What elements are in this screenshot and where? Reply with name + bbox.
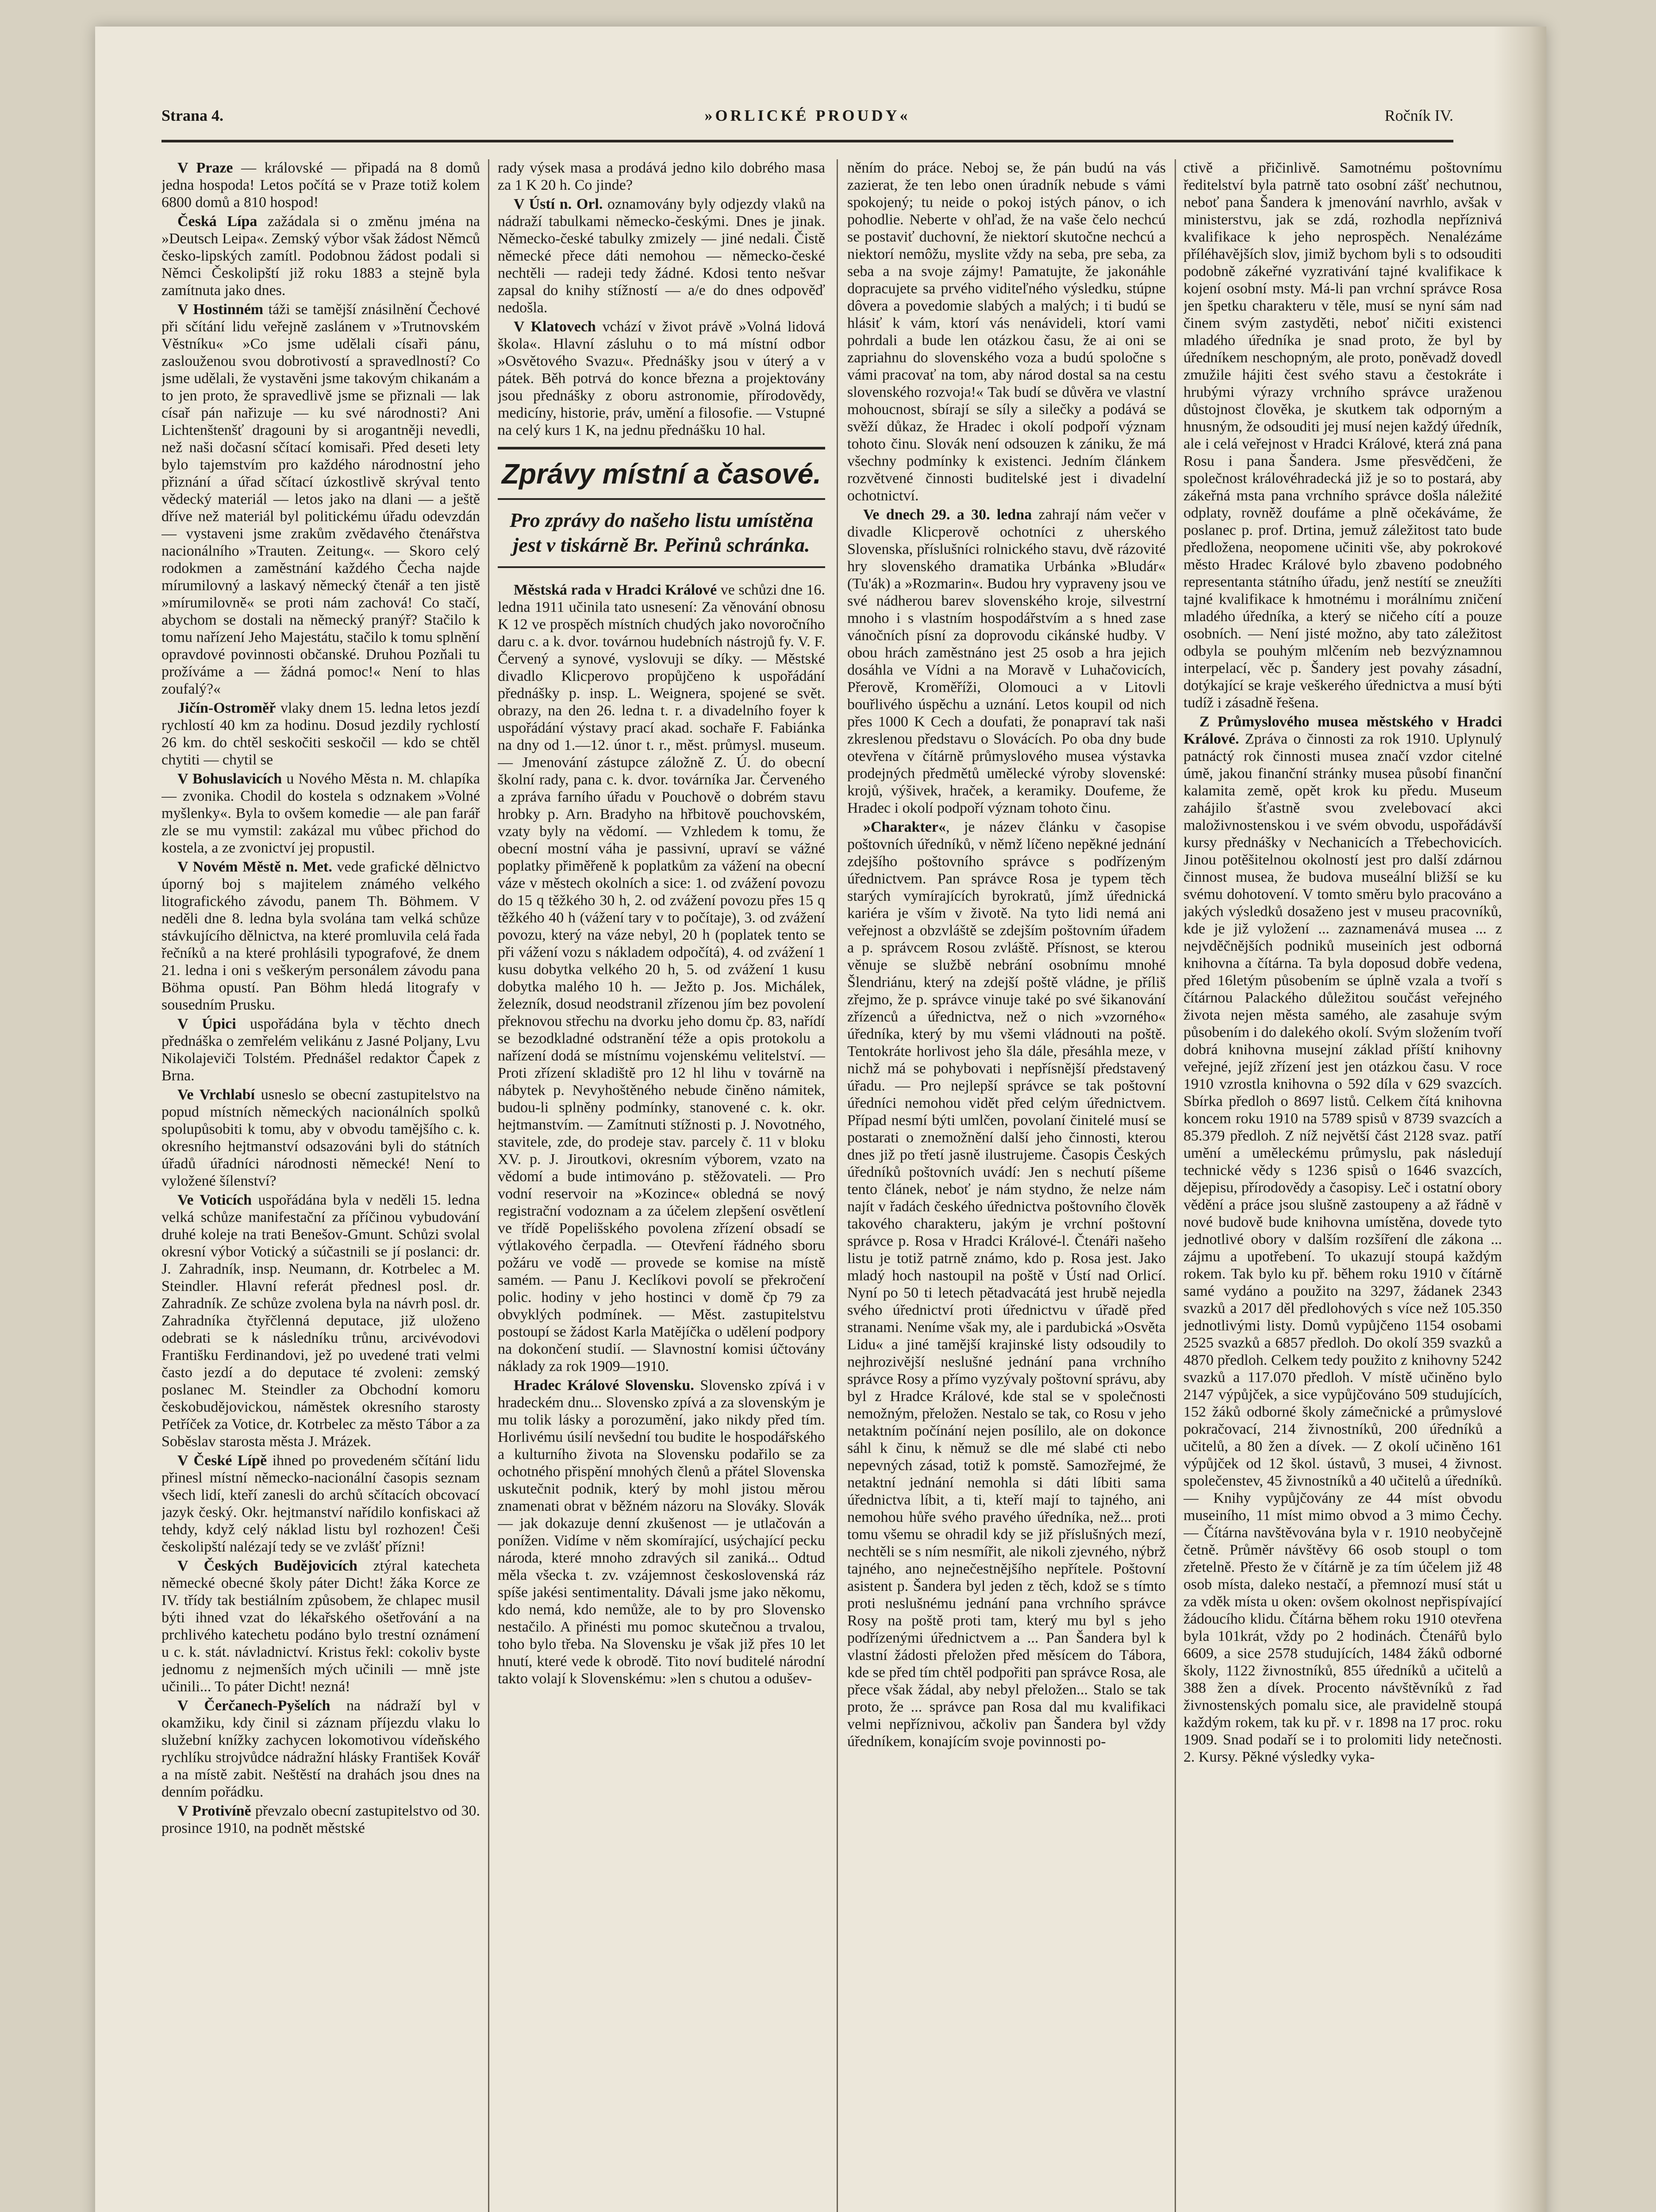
news-item bbox=[161, 1015, 480, 1084]
newspaper-page bbox=[95, 27, 1546, 2212]
news-item-text: ztýral katecheta německé obecné školy páter Dicht! žáka Korce ze IV. třídy tak bestiálním způsobem, že chlapec musil býti ihned vzat do lékařského ošetřování a na prchlivého katechetu podáno bylo trestní oznámení u c. k. stát. návladnictví. Kristus řekl: cokoliv byste jednomu z nejmenších mých učinili — mně jste učinili... To páter Dicht! nezná! bbox=[161, 1558, 480, 1695]
article-column-2 bbox=[498, 159, 825, 2212]
news-item-text: zahrají nám večer v divadle Klicperově ochotníci z uherského Slovenska, příslušníci rolnického stavu, dvě rázovité hry slovenského dramatika Urbánka »Bludár« (Tu'ák) a »Rozmarin«. Budou hry vypraveny jsou ve své nádherou barev slovenského kroje, silvestrní mnoho i s vlastním hospodářstvím a s hned zase vánočních písní za doprovodu cikánské hudby. V obou hrách zaměstnáno jest 25 osob a hra jejich dosáhla ve Vídni a na Moravě v Luhačovicích, Přerově, Kroměříži, Olomouci a v Litovli bouřlivého úspěchu a uznání. Letos koupil od nich přes 1000 K Cech a doufati, že ponapraví tak naši zkreslenou představu o Slovácích. Po oba dny bude otevřena v čítárně průmyslového musea výstavka prodejných předmětů umělecké výroby slovenské: krojů, výšivek, hraček, a keramiky. Doufeme, že Hradec i okolí podpoří význam tohoto činu. bbox=[847, 507, 1166, 816]
news-item bbox=[161, 1697, 480, 1801]
news-item-lead: Z Průmyslového musea městského v Hradci Králové. bbox=[1183, 714, 1502, 747]
editorial-notice: Pro zprávy do našeho listu umístěna jest v tiskárně Br. Peřinů schránka. bbox=[498, 508, 825, 568]
news-item-lead: V Protivíně bbox=[177, 1803, 251, 1819]
news-item-lead: »Charakter« bbox=[863, 819, 946, 835]
news-item bbox=[161, 1802, 480, 1837]
news-item-text: usneslo se obecní zastupitelstvo na popud místních německých nacionálních spolků spolupůsobiti k tomu, aby v obvodu tamějšího c. k. okresního hejtmanství odsazováni byli do státních úřadů úřadníci národnosti německé! Není to vyložené šílenství? bbox=[161, 1087, 480, 1189]
news-item bbox=[847, 818, 1166, 1750]
news-item-lead: Ve dnech 29. a 30. ledna bbox=[863, 507, 1032, 523]
news-item bbox=[161, 1191, 480, 1450]
news-item bbox=[161, 159, 480, 211]
news-item-lead: V Bohuslavicích bbox=[177, 771, 282, 787]
news-item-text: vede grafické dělnictvo úporný boj s majitelem známého velkého litografického závodu, panem Th. Böhmem. V neděli dne 8. ledna byla svolána tam velká schůze stávkujícího dělnictva, na které promluvila celá řada řečníků a na které prohlásili typografové, že dnem 21. ledna i oni s veškerým personálem závodu pana Böhma opustí. Pan Böhm hledá litografy v sousedním Prusku. bbox=[161, 859, 480, 1013]
news-item-lead: V Hostinném bbox=[177, 301, 264, 318]
article-column-3 bbox=[847, 159, 1166, 2212]
news-item bbox=[161, 1557, 480, 1695]
news-item-text: ihned po provedeném sčítání lidu přinesl místní německo-nacionální časopis seznam všech lidí, kteří zanesli do archů sčítacích obcovací jazyk český. Okr. hejtmanství nařídilo konfiskaci až tehdy, když celý náklad listu byl rozhozen! Češi českolipští nalézají tedy se ve zvlášť přízni! bbox=[161, 1452, 480, 1555]
news-item-lead: V Novém Městě n. Met. bbox=[177, 859, 332, 875]
news-item-text: uspořádána byla v těchto dnech přednáška o zemřelém velikánu z Jasné Poljany, Lvu Nikolajeviči Tolstém. Přednášel redaktor Čapek z Brna. bbox=[161, 1016, 480, 1084]
news-item-text: Zpráva o činnosti za rok 1910. Uplynulý patnáctý rok činnosti musea značí vzdor citelné úmě, jakou finanční stránky musea působí finanční kalamita země, opět krok ku předu. Museum zahájilo šťastně svou zvelebovací akci maloživnostenskou i ve svém obvodu, uspořádávší kursy přednášky v Nechanicích a Třebechovicích. Jinou potěšitelnou okolností jest pro další zdárnou činnost musea, že budova museální bližší se ku svému dohotovení. V tomto směru bylo pracováno a jakých výsledků dosaženo jest v museu pracovníků, kde je již vyložení ... zaznamenává musea ... z nejvděčnějších podniků museiních jest odborná knihovna a čítárna. Ta byla doposud dobře vedena, před 16letým působením se úplně vzala a tvoří s čítárnou Palackého důležitou součást veřejného života nejen města samého, ale zasahuje svým působením i do dalekého okolí. Svým složením tvoří dobrá knihovna musejní základ příští knihovny veřejné, jejíž zřízení jest jen otázkou času. V roce 1910 vzrostla knihovna o 592 díla v 629 svazcích. Sbírka předloh o 8697 listů. Celkem čítá knihovna koncem roku 1910 na 5789 spisů v 8739 svazcích a 85.379 předloh. Z níž největší část 2128 svaz. patří umění a uměleckému průmyslu, pak následují technické vědy s 1236 spisů o 1646 svazcích, dějepisu, přírodovědy a časopisy. Leč i ostatní obory vědění a práce jsou slušně zastoupeny a až řádně v nové budově bude knihovna umístěna, dovede tyto jednotlivé obory v dalším rozšíření dle zákona ... zájmu a upotřebení. To ukazují stoupá každým rokem. Tak bylo ku př. během roku 1910 v čítárně samé vydáno a použito na 3297, žádanek 2343 svazků a 2017 děl předlohových s více než 105.350 jednotlivými listy. Domů vypůjčeno 1154 osobami 2525 svazků a 6857 předloh. Do okolí 359 svazků a 4870 předloh. Celkem tedy použito z knihovny 5242 svazků a 117.070 předloh. V místě učiněno bylo 2147 výpůjček, a sice vypůjčováno 509 studujících, 152 žáků odborné školy zámečnické a průmyslové pokračovací, 214 živnostníků, 200 úředníků a učitelů, a 80 žen a dívek. — Z okolí učiněno 161 výpůjček od 12 škol. ústavů, 3 musei, 4 živnost. společenstev, 45 živnostníků a 40 učitelů a úředníků. — Knihy vypůjčovány ze 44 míst obvodu museiního, 11 míst mimo obvod a 3 mimo Čechy. — Čítárna navštěvována byla v r. 1910 neobyčejně četně. Průměr návštěvy 66 osob stoupl o tom zřetelně. Přesto že v čítárně je za tím účelem již 48 osob místa, daleko nestačí, a přemnozí musí stát u za vděk místa u oken: ovšem okolnost nepřispívající žádoucího klidu. Čítárna během roku 1910 otevřena byla 101krát, vždy po 2 hodinách. Čtenářů bylo 6609, a sice 2578 studujících, 1484 žáků odborné školy, 1122 živnostníků, 855 úředníků a učitelů a 388 žen a dívek. Procento návštěvníků z řad živnostenských pomalu sice, ale pravidelně stoupá každým rokem, tak ku př. v r. 1898 na 17 proc. roku 1909. Snad podaří se i to prolomiti lidy netečnosti. 2. Kursy. Pěkné výsledky vyka- bbox=[1183, 731, 1502, 1765]
news-item-lead: Městská rada v Hradci Králové bbox=[514, 582, 717, 598]
article-column-1 bbox=[161, 159, 480, 2212]
news-item bbox=[847, 506, 1166, 817]
news-item bbox=[161, 1452, 480, 1555]
news-item-text: ve schůzi dne 16. ledna 1911 učinila tato usnesení: Za věnování obnosu K 12 ve prospěch místních chudých jako novoročního daru c. a k. dvor. továrnou hudebních nástrojů fy. V. F. Červený a synové, vyslovuji se díky. — Městské divadlo Klicperovo propůjčeno k uspořádání přednášky p. insp. L. Weignera, spojené se svět. obrazy, na den 26. ledna t. r. a divadelního foyer k uspořádání výstavy prací akad. sochaře F. Fabiánka na dny od 1.—12. únor t. r., měst. průmysl. museum. — Jmenování zástupce záložně Z. Ú. do obecní školní rady, pana c. k. dvor. továrníka Jar. Červeného a zpráva farního úřadu v Pouchově o dobrém stavu hrobky p. Arn. Bradyho na hřbitově pouchovském, vzaty byly na vědomí. — Vzhledem k tomu, že obecní mostní váha je passivní, upraví se vážné poplatky přiměřeně k poplatkům za vážení na obecní váze v městech okolních a sice: 1. od zvážení povozu do 15 q těžkého 30 h, 2. od zvážení povozu přes 15 q těžkého 40 h (vážení tary v to počítaje), 3. od zvážení povozu, který na váze nebyl, 20 h (poplatek tento se při vážení vozu s nákladem odpočítá), 4. od zvážení 1 kusu dobytka velkého 20 h, 5. od zvážení 1 kusu dobytka malého 10 h. — Ježto p. Jos. Michálek, železník, dosud neodstranil zřízenou jím bez povolení překnovou střechu na dvorku jeho domu čp. 83, nařídí se bezodkladné odstranění téže a opis protokolu a nařízení dodá se místnímu vojenskému velitelství. — Proti zřízení skladiště pro 12 hl lihu v továrně na nábytek p. Nevyhoštěného nebude činěno námitek, budou-li splněny podmínky, stanovené c. k. okr. hejtmanstvím. — Zamítnuti stížnosti p. J. Novotného, stavitele, zde, do prodeje stav. parcely č. 11 v bloku XV. p. J. Jiroutkovi, okresním výborem, vzato na vědomí a bude intimováno p. stěžovateli. — Pro vodní reservoir na »Kozince« obledná se nový registrační vodoznam a za účelem zlepšení osvětlení ve třídě Popelišského povolena zřízení obsadí se výtlakového čerpadla. — Otevření řádného sboru požáru ve vodě — provede se komise na místě samém. — Panu J. Keclíkovi povolí se překročení polic. hodiny v jeho hostinci v domě čp 79 za obvyklých podmínek. — Měst. zastupitelstvu postoupí se žádost Karla Matějíčka o udělení podpory na dokončení studií. — Slavnostní komisi účtovány náklady za rok 1909—1910. bbox=[498, 582, 825, 1375]
news-item-lead: V Úpici bbox=[177, 1016, 236, 1032]
news-item bbox=[498, 196, 825, 316]
news-item-text: , je název článku v časopise poštovních úředníků, v němž líčeno nepěkné jednání zdejšího poštovního správce s podřízeným úřednictvem. Pan správce Rosa je typem těch starých vymírajících byrokratů, jímž úřednická kariéra je vším v životě. Na tyto lidi nemá ani veřejnost a obzvláště se zdejším poštovním úřadem a p. správcem Rosou zvláště. Přísnost, se kterou věnuje se službě nebrání osobnímu mnohé Šlendriánu, který na zdejší poště vládne, je příliš zřejmo, že p. správce vinuje také po své šikanování zřízenců a úřednictva, než o nich »vzorného« úředníka, který by mu všemi vládnouti na poště. Tentokráte horlivost jeho šla dále, přesáhla meze, v nichž má se pohybovati i nepřísnější představený úřadu. — Pro nejlepší správce se tak poštovní úředníci nemohou vidět před celým úřednictvem. Případ nesmí býti umlčen, povolaní činitelé musí se postarati o znemožnění další jeho činnosti, kterou dnes již po třetí jasně ilustrujeme. Časopis Českých úředníků poštovních uvádí: Jen s nechutí píšeme tento článek, neboť je nám stydno, že nelze nám najít v řadách českého úřednictva poštovního člověk takového charakteru, jakým je vrchní poštovní správce p. Rosa v Hradci Králové-l. Čtenáři našeho listu je totiž patrně známo, kdo p. Rosa jest. Jako mladý hoch nastoupil na poště v Ústí nad Orlicí. Nyní po 50 ti letech pětadvacátá jest hrubě nejedla svého úřednictví proti úřednictvu v úřadě před stranami. Neníme však my, ale i pardubická »Osvěta Lidu« a jiné tamější krajinské listy odsoudily to nejhrozivější neslušné jednání pana vrchního správce Rosy a přímo vyzývaly poštovní správu, aby byl z Hradce Králové, kde stal se v společnosti nemožným, přeložen. Nestalo se tak, co Rosu v jeho netaktním počínání nejen posílilo, ale on dokonce sáhl k činu, k němuž se dle mé slabé cti nebo nepevných zásad, totiž k pomstě. Samozřejmé, že netaktní jednání nemohla si dáti líbiti sama úřednictva líbit, a ti, kteří mají to tajného, ani nemohou hůře svého pravého úředníka, než... proti tomu všemu se ohradil kdy se již příslušných mezí, nechtěli se s ním nesmířit, ale nikoli zjevného, nýbrž tajného, ano nejnečestnějšího nepřítele. Poštovní asistent p. Šandera byl jeden z těch, kdož se s tímto proti neslušnému jednání pana vrchního správce Rosy na poště proti tam, který mu byl s jeho podřízenými úřednictvem a ... Pan Šandera byl k vlastní žádosti přeložen před měsícem do Tábora, kde se před tím chtěl podpořiti pan správce Rosa, ale přece však žádal, aby nebyl přeložen... Stalo se tak proto, že ... správce pan Rosa dal mu kvalifikaci velmi nepříznivou, ačkoliv pan Šandera byl vždy úředníkem, konajícím svoje povinnosti po- bbox=[847, 819, 1166, 1750]
news-item-lead: V České Lípě bbox=[177, 1452, 267, 1469]
section-title: Zprávy místní a časové. bbox=[498, 447, 825, 500]
news-item-text: oznamovány byly odjezdy vlaků na nádraží tabulkami německo-českými. Dnes je jinak. Německo-české tabulky zmizely — jiné nedali. Čistě německé přece dáti nemohou — německo-české nechtěli — radeji tedy žádné. Kdosi tento nešvar zapsal do knihy stížností — a/e do dnes odpověď nedošla. bbox=[498, 196, 825, 316]
news-item bbox=[1183, 159, 1502, 711]
news-item-text: u Nového Města n. M. chlapíka — zvonika. Chodil do kostela s odznakem »Volné myšlenky«. Byla to ovšem komedie — ale pan farář zle se mu vymstil: zakázal mu vůbec přichod do kostela, a ze zvonictví jej propustil. bbox=[161, 771, 480, 856]
news-item-text: převzalo obecní zastupitelstvo od 30. prosince 1910, na podnět městské bbox=[161, 1803, 480, 1836]
news-item bbox=[161, 858, 480, 1014]
column-divider bbox=[488, 159, 489, 2212]
news-item-text: Slovensko zpívá i v hradeckém dnu... Slovensko zpívá a za slovenským je mu tolik lásky a porozumění, jako nikdy před tím. Horlivému úsilí nevšední tou budite le hospodářského a kulturního života na Slovensku podařilo se za ochotného přispění mnohých členů a přátel Slovenska uskutečnit podnik, který by mohl jistou měrou znamenati obrat v běžném názoru na Slováky. Slovák — jak dokazuje denní zkušenost — je utlačován a ponížen. Vidíme v něm skomírající, usýchající pecku národa, které mnoho zdravých sil zaniká... Odtud měla všecka t. zv. vzájemnost československá ráz spíše jakési sentimentality. Dávali jsme jako někomu, kdo nemá, kdo nemůže, ale to by pro Slovensko nestačilo. A přinésti mu pomoc skutečnou a trvalou, toho bylo třeba. Na Slovensku je však již přes 10 let hnutí, které vede k obrodě. Tito noví buditelé národní takto volají k Slovenskému: »len s chutou a odušev- bbox=[498, 1377, 825, 1687]
news-item-text: uspořádána byla v neděli 15. ledna velká schůze manifestační za příčinou vybudování druhé koleje na trati Benešov-Gmunt. Schůzi svolal okresní výbor Votický a súčastnili se jí poslanci: dr. J. Zahradník, insp. Neumann, dr. Kotrbelec a M. Steindler. Hlavní referát přednesl posl. dr. Zahradník. Ze schůze zvolena byla na návrh posl. dr. Zahradníka čtyřčlenná deputace, již uloženo odebrati se k následníku trůnu, arcivévodovi Františku Ferdinandovi, jež po uvedené trati velmi často jezdí a do deputace té zvoleni: zemský poslanec M. Steindler za Obchodní komoru českobudějovickou, náměstek okresního starosty Petříček za Votice, dr. Kotrbelec za město Tábor a za Soběslav starosta města J. Mrázek. bbox=[161, 1192, 480, 1450]
news-item-text: ctivě a přičinlivě. Samotnému poštovnímu ředitelství byla patrně tato osobní zášť nechutnou, neboť pana Šandera k jmenování navrhlo, avšak v ministerstvu, jak se zdá, rozhodla nepříznivá kvalifikace k jeho neprospěch. Nenalézáme příléhavějších slov, jimiž bychom byli s to odsouditi podobně zákeřné vyzrativání tajné kvalifikace k kojení osobní msty. Má-li pan vrchní správce Rosa jen špetku charakteru v těle, musí se nyní sám nad činem svým zastyděti, neboť ničiti existenci mladého úředníka je snad proto, že byl by úředníkem neschopným, ale proto, poněvadž dovedl zmužile hájiti čest svého stavu a čestokráte i hrubými výrazy vrchního správce uraženou důstojnost člověka, je skutkem tak odporným a hnusným, že odsouditi jej musí nejen každý úředník, ale i celá veřejnost v Hradci Králové, která zná pana Rosu i pana Šandera. Jsme přesvědčeni, že společnost královéhradecká již je so to postará, aby zákeřná msta pana vrchního správce došla náležité odplaty, rovněž doufáme a plně očekáváme, že poslanec p. prof. Drtina, jemuž záležitost tato bude předložena, neopomene učiniti vše, aby pokrokové město Hradec Králové bylo zbaveno podobného representanta státního úřadu, jenž nestítí se zneužíti tajné kvalifikace k hmotnému i morálnímu zničení mladého úředníka, a který se ničeho cítí a pouze osobních. — Není jisté možno, aby tato záležitost odbyla se pouhým mlčením neb bezvýznamnou interpelací, věc p. Šandery jest povahy zásadní, dotýkající se kraje veškerého úřednictva a musí býti tudíž i zásadně řešena. bbox=[1183, 160, 1502, 711]
news-item bbox=[161, 699, 480, 768]
page-number: Strana 4. bbox=[161, 107, 224, 124]
news-item bbox=[847, 159, 1166, 504]
news-item-lead: V Čerčanech-Pyšelích bbox=[177, 1697, 330, 1714]
news-item-lead: Česká Lípa bbox=[177, 213, 257, 230]
column-divider bbox=[837, 159, 838, 2212]
news-item-lead: V Ústí n. Orl. bbox=[514, 196, 603, 212]
news-item bbox=[161, 213, 480, 299]
news-item-text: vchází v život právě »Volná lidová škola«. Hlavní zásluhu o to má místní odbor »Osvětového Svazu«. Přednášky jsou v úterý a v pátek. Běh potrvá do konce března a projektovány jsou přednášky z oboru astronomie, přírodovědy, medicíny, historie, práv, umění a filosofie. — Vstupné na celý kurs 1 K, na jednu přednášku 10 hal. bbox=[498, 319, 825, 438]
news-item-text: zažádala si o změnu jména na »Deutsch Leipa«. Zemský výbor však žádost Němců česko-lipských zamítl. Podobnou žádost podali si Němci Českolipští již roku 1883 a stejně byla zamítnuta jako dnes. bbox=[161, 213, 480, 299]
news-item bbox=[498, 318, 825, 439]
news-item-text: něním do práce. Neboj se, že pán budú na vás zazierat, že ten lebo onen úradník nebude s vámi spokojený; tu neide o pokoj istých pánov, o ich pohodlie. Neberte v ohľad, že na vaše čelo nechcú se postaviť duchovní, že niektorí skutočne nechcú a niektorí nemôžu, myslite vždy na seba, pre seba, za seba a na svoje zájmy! Pamatujte, že jakonáhle dopracujete sa prvého viditeľného výsledku, stúpne dôvera a povedomie slabých a malých; i ti budú se hlásiť k vám, ktorí vás nenávideli, ktorí vami pohrdali a bude len otázkou času, že ai oni se zapriahnu do slovenského voza a budú spoločne s vámi pracovať na tom, aby národ dostal sa na cestu slovenského rozvoja!« Tak budí se důvěra ve vlastní mohoucnost, sbírají se síly a silečky a podává se svěží důkaz, že Hradec i okolí podpoří význam tohoto činu. Slovák není odsouzen k zániku, že má všechny podmínky k existenci. Jedním článkem rozvětvené činnosti buditelské jest i divadelní ochotnictví. bbox=[847, 160, 1166, 504]
news-item-lead: Ve Vrchlabí bbox=[177, 1087, 255, 1103]
news-item-lead: Ve Voticích bbox=[177, 1192, 252, 1208]
newspaper-title: »ORLICKÉ PROUDY« bbox=[704, 107, 911, 124]
news-item-lead: Jičín-Ostroměř bbox=[177, 700, 276, 716]
news-item bbox=[161, 770, 480, 856]
news-item bbox=[161, 1086, 480, 1190]
news-item-text: vlaky dnem 15. ledna letos jezdí rychlostí 40 km za hodinu. Dosud jezdily rychlostí 26 km. do chtěl seskočiti seskočil — kdo se chtěl chytiti — chytil se bbox=[161, 700, 480, 768]
news-item-text: — královské — připadá na 8 domů jedna hospoda! Letos počítá se v Praze totiž kolem 6800 domů a 810 hospod! bbox=[161, 160, 480, 211]
news-item-text: rady výsek masa a prodává jedno kilo dobrého masa za 1 K 20 h. Co jinde? bbox=[498, 160, 825, 193]
news-item-text: na nádraží byl v okamžiku, kdy činil si záznam příjezdu vlaku lo služební knížky zachycen lokomotivou vídeňského rychlíku strojvůdce nádražní hlásky František Kovář a na místě zabit. Neštěstí na drahách jsou dnes na denním pořádku. bbox=[161, 1697, 480, 1800]
news-item bbox=[498, 1377, 825, 1687]
page-header bbox=[161, 106, 1453, 133]
volume-label: Ročník IV. bbox=[1384, 107, 1453, 124]
news-item-lead: V Českých Budějovicích bbox=[177, 1558, 357, 1574]
article-column-4 bbox=[1183, 159, 1502, 2212]
news-item-lead: Hradec Králové Slovensku. bbox=[514, 1377, 694, 1394]
column-divider bbox=[1175, 159, 1176, 2212]
header-rule bbox=[161, 140, 1453, 142]
news-item-lead: V Klatovech bbox=[514, 319, 596, 335]
news-item bbox=[1183, 713, 1502, 1766]
news-item bbox=[498, 581, 825, 1375]
news-item-lead: V Praze bbox=[177, 160, 233, 176]
news-item bbox=[498, 159, 825, 194]
news-item-text: táži se tamější znásilnění Čechové při sčítání lidu veřejně zaslánem v »Trutnovském Věstníku« »Co jsme udělali císaři pánu, zaslouženou svou dobrotivostí a spravedlností? Co jsme udělali, že vystavěni jsme takovým chikanám a to jen proto, že spravedlivě jsme se přiznali — lak císař pán nařizuje — ku své národnosti? Ani Lichtenštenšť dragouni by si arogantněji nevedli, než naši dočasní sčítací komisaři. Před deseti lety bylo tajemstvím pro každého národnostní jeho přiznání a úřad sčítací úzkostlivě skrýval tento vědecký materiál — letos jako na dlani — a ještě dříve než materiál byl politickému úřadu odevzdán — vystaveni jsme zrakům zvědavého čtenářstva nacionálního »Trauten. Zeitung«. — Skoro celý rodokmen a zaměstnání každého Čecha najde mírumilovný a laskavý německý čtenář a ten jistě »mírumilovně« se proti nám zachová! Co stačí, abychom se dostali na německý pranýř? Stačilo k tomu nařízení Jeho Majestátu, stačilo k tomu splnění opravdové povinnosti občanské. Druhou Pozňali tu prožíváme a — žádná pomoc!« Není to hlas zoufalý?« bbox=[161, 301, 480, 697]
news-item bbox=[161, 301, 480, 698]
